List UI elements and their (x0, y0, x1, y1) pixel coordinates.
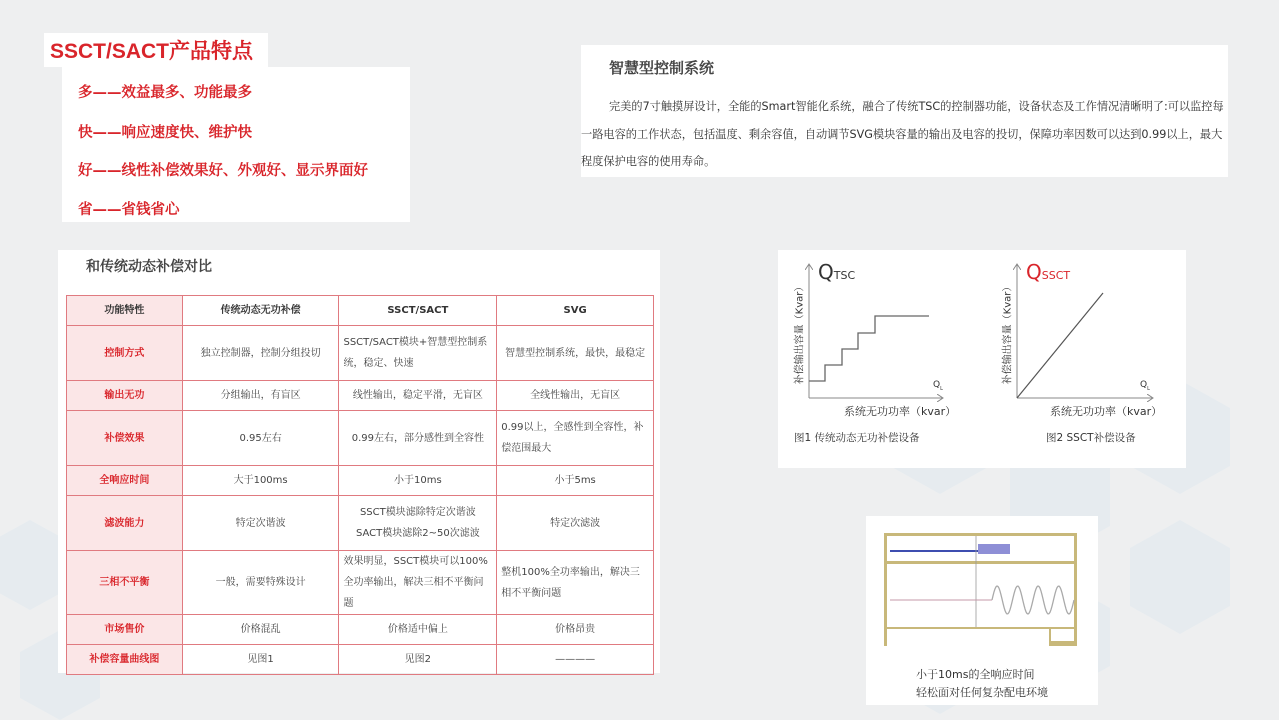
table-cell: 价格昂贵 (497, 615, 654, 645)
fig2-x-label: 系统无功功率（kvar） (1050, 405, 1163, 418)
fig2-ql-label: $Q_L$ (1140, 380, 1150, 392)
feature-item: 省——省钱省心 (78, 202, 180, 218)
header-cell: SVG (497, 296, 654, 326)
table-cell: 效果明显，SSCT模块可以100%全功率输出，解决三相不平衡问题 (339, 551, 497, 615)
table-cell: 特定次谐波 (182, 496, 339, 551)
row-label-cell: 控制方式 (67, 326, 183, 381)
table-row (67, 551, 654, 615)
fig2-linear-curve (1017, 293, 1103, 398)
table-row (67, 645, 654, 675)
fig2-caption: 图2 SSCT补偿设备 (1046, 432, 1136, 444)
fig1-ql-label: $Q_L$ (933, 380, 943, 392)
title-box (44, 33, 268, 67)
page-title: SSCT/SACT产品特点 (50, 40, 254, 63)
table-header-row (67, 296, 654, 326)
fig1-q-label: QTSC (818, 260, 856, 284)
scope-caption-1: 小于10ms的全响应时间 (916, 668, 1035, 681)
row-label-cell: 滤波能力 (67, 496, 183, 551)
row-label-cell: 三相不平衡 (67, 551, 183, 615)
table-cell: 大于100ms (182, 466, 339, 496)
comparison-heading: 和传统动态补偿对比 (86, 259, 212, 275)
table-cell: 见图2 (339, 645, 497, 675)
scope-caption-2: 轻松面对任何复杂配电环境 (916, 686, 1048, 699)
table-row (67, 615, 654, 645)
header-cell: 功能特性 (67, 296, 183, 326)
table-cell: 特定次滤波 (497, 496, 654, 551)
table-cell: 智慧型控制系统，最快，最稳定 (497, 326, 654, 381)
table-cell: 独立控制器，控制分组投切 (182, 326, 339, 381)
table-cell: 0.95左右 (182, 411, 339, 466)
fig2-y-label: 补偿输出容量（Kvar） (1002, 281, 1014, 385)
table-row (67, 326, 654, 381)
smart-control-panel (581, 45, 1228, 177)
table-cell: 全线性输出，无盲区 (497, 381, 654, 411)
fig2-q-label: QSSCT (1026, 260, 1071, 284)
header-cell: 传统动态无功补偿 (182, 296, 339, 326)
header-cell: SSCT/SACT (339, 296, 497, 326)
table-cell: ———— (497, 645, 654, 675)
table-cell: 一般，需要特殊设计 (182, 551, 339, 615)
table-cell: 整机100%全功率输出，解决三相不平衡问题 (497, 551, 654, 615)
fig1-x-label: 系统无功功率（kvar） (844, 405, 957, 418)
table-cell: SSCT模块滤除特定次谐波 SACT模块滤除2~50次滤波 (339, 496, 497, 551)
fig1-caption: 图1 传统动态无功补偿设备 (794, 432, 920, 444)
table-row (67, 381, 654, 411)
smart-body: 完美的7寸触摸屏设计，全能的Smart智能化系统，融合了传统TSC的控制器功能，设备状态及工作情况清晰明了:可以监控每一路电容的工作状态，包括温度、剩余容值，自动调节SVG模块容量的输出及电容的投切，保障功率因数可以达到0.99以上，最大程度保护电容的使用寿命。 (581, 100, 1224, 168)
features-panel (62, 67, 410, 222)
table-cell: 价格混乱 (182, 615, 339, 645)
table-row (67, 411, 654, 466)
table-row (67, 466, 654, 496)
table-cell: 见图1 (182, 645, 339, 675)
table-cell: 0.99左右，部分感性到全容性 (339, 411, 497, 466)
table-cell: 线性输出，稳定平滑，无盲区 (339, 381, 497, 411)
comparison-panel (58, 250, 660, 673)
table-cell: 价格适中偏上 (339, 615, 497, 645)
oscilloscope-screenshot (866, 516, 1098, 646)
feature-item: 多——效益最多、功能最多 (78, 85, 252, 101)
table-cell: 小于5ms (497, 466, 654, 496)
table-cell: 小于10ms (339, 466, 497, 496)
table-cell: 0.99以上，全感性到全容性，补偿范围最大 (497, 411, 654, 466)
smart-heading: 智慧型控制系统 (609, 59, 715, 77)
table-cell: 分组输出，有盲区 (182, 381, 339, 411)
oscilloscope-panel (866, 516, 1098, 705)
table-cell: SSCT/SACT模块+智慧型控制系统，稳定、快速 (339, 326, 497, 381)
fig1-step-curve (809, 316, 929, 381)
row-label-cell: 输出无功 (67, 381, 183, 411)
row-label-cell: 市场售价 (67, 615, 183, 645)
row-label-cell: 补偿效果 (67, 411, 183, 466)
figures-panel (778, 250, 1186, 468)
table-row (67, 496, 654, 551)
feature-item: 好——线性补偿效果好、外观好、显示界面好 (78, 163, 368, 179)
feature-item: 快——响应速度快、维护快 (78, 125, 252, 141)
comparison-table (66, 295, 654, 675)
row-label-cell: 补偿容量曲线图 (67, 645, 183, 675)
fig1-y-label: 补偿输出容量（Kvar） (794, 281, 806, 385)
row-label-cell: 全响应时间 (67, 466, 183, 496)
